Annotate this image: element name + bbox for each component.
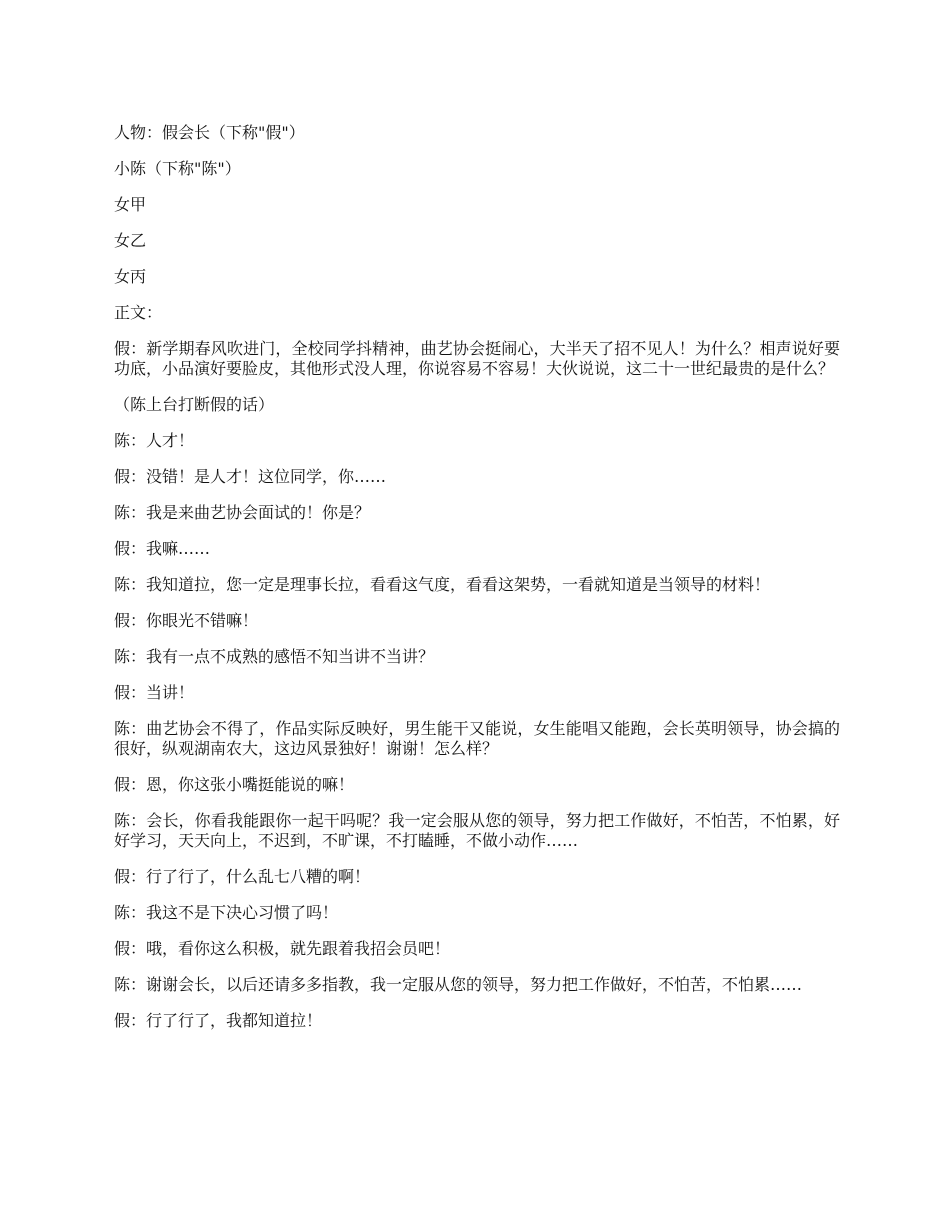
dialogue-line: 陈：我有一点不成熟的感悟不知当讲不当讲？ — [114, 647, 435, 666]
cast-chen-line: 小陈（下称"陈"） — [114, 159, 241, 178]
dialogue-line: 陈：会长，你看我能跟你一起干吗呢？我一定会服从您的领导，努力把工作做好，不怕苦，不怕累，好好学习，天天向上，不迟到，不旷课，不打瞌睡，不做小动作…… — [114, 811, 840, 850]
cast-woman-c-line: 女丙 — [114, 267, 147, 286]
cast-lead-line: 人物：假会长（下称"假"） — [114, 123, 305, 142]
dialogue-line: 陈：曲艺协会不得了，作品实际反映好，男生能干又能说，女生能唱又能跑，会长英明领导，协会搞的很好，纵观湖南农大，这边风景独好！谢谢！怎么样？ — [114, 719, 840, 758]
stage-direction: （陈上台打断假的话） — [114, 395, 275, 414]
body-heading: 正文： — [114, 303, 163, 322]
dialogue-line: 假：当讲！ — [114, 683, 195, 702]
dialogue-line: 假：行了行了，我都知道拉！ — [114, 1011, 323, 1030]
dialogue-line: 陈：我这不是下决心习惯了吗！ — [114, 903, 339, 922]
dialogue-line: 陈：我知道拉，您一定是理事长拉，看看这气度，看看这架势，一看就知道是当领导的材料！ — [114, 575, 771, 594]
dialogue-line: 陈：谢谢会长，以后还请多多指教，我一定服从您的领导，努力把工作做好，不怕苦，不怕累…… — [114, 975, 803, 994]
document-page — [114, 123, 840, 1047]
dialogue-line: 假：你眼光不错嘛！ — [114, 611, 259, 630]
cast-woman-a-line: 女甲 — [114, 195, 147, 214]
cast-woman-b-line: 女乙 — [114, 231, 147, 250]
dialogue-line: 假：新学期春风吹进门，全校同学抖精神，曲艺协会挺闹心，大半天了招不见人！为什么？相声说好要功底，小品演好要脸皮，其他形式没人理，你说容易不容易！大伙说说，这二十一世纪最贵的是什么？ — [114, 339, 840, 378]
dialogue-line: 假：恩，你这张小嘴挺能说的嘛！ — [114, 775, 355, 794]
dialogue-line: 假：没错！是人才！这位同学，你…… — [114, 467, 387, 486]
dialogue-line: 陈：人才！ — [114, 431, 195, 450]
dialogue-line: 假：我嘛…… — [114, 539, 211, 558]
dialogue-line: 陈：我是来曲艺协会面试的！你是？ — [114, 503, 371, 522]
dialogue-line: 假：哦，看你这么积极，就先跟着我招会员吧！ — [114, 939, 451, 958]
dialogue-line: 假：行了行了，什么乱七八糟的啊！ — [114, 867, 371, 886]
